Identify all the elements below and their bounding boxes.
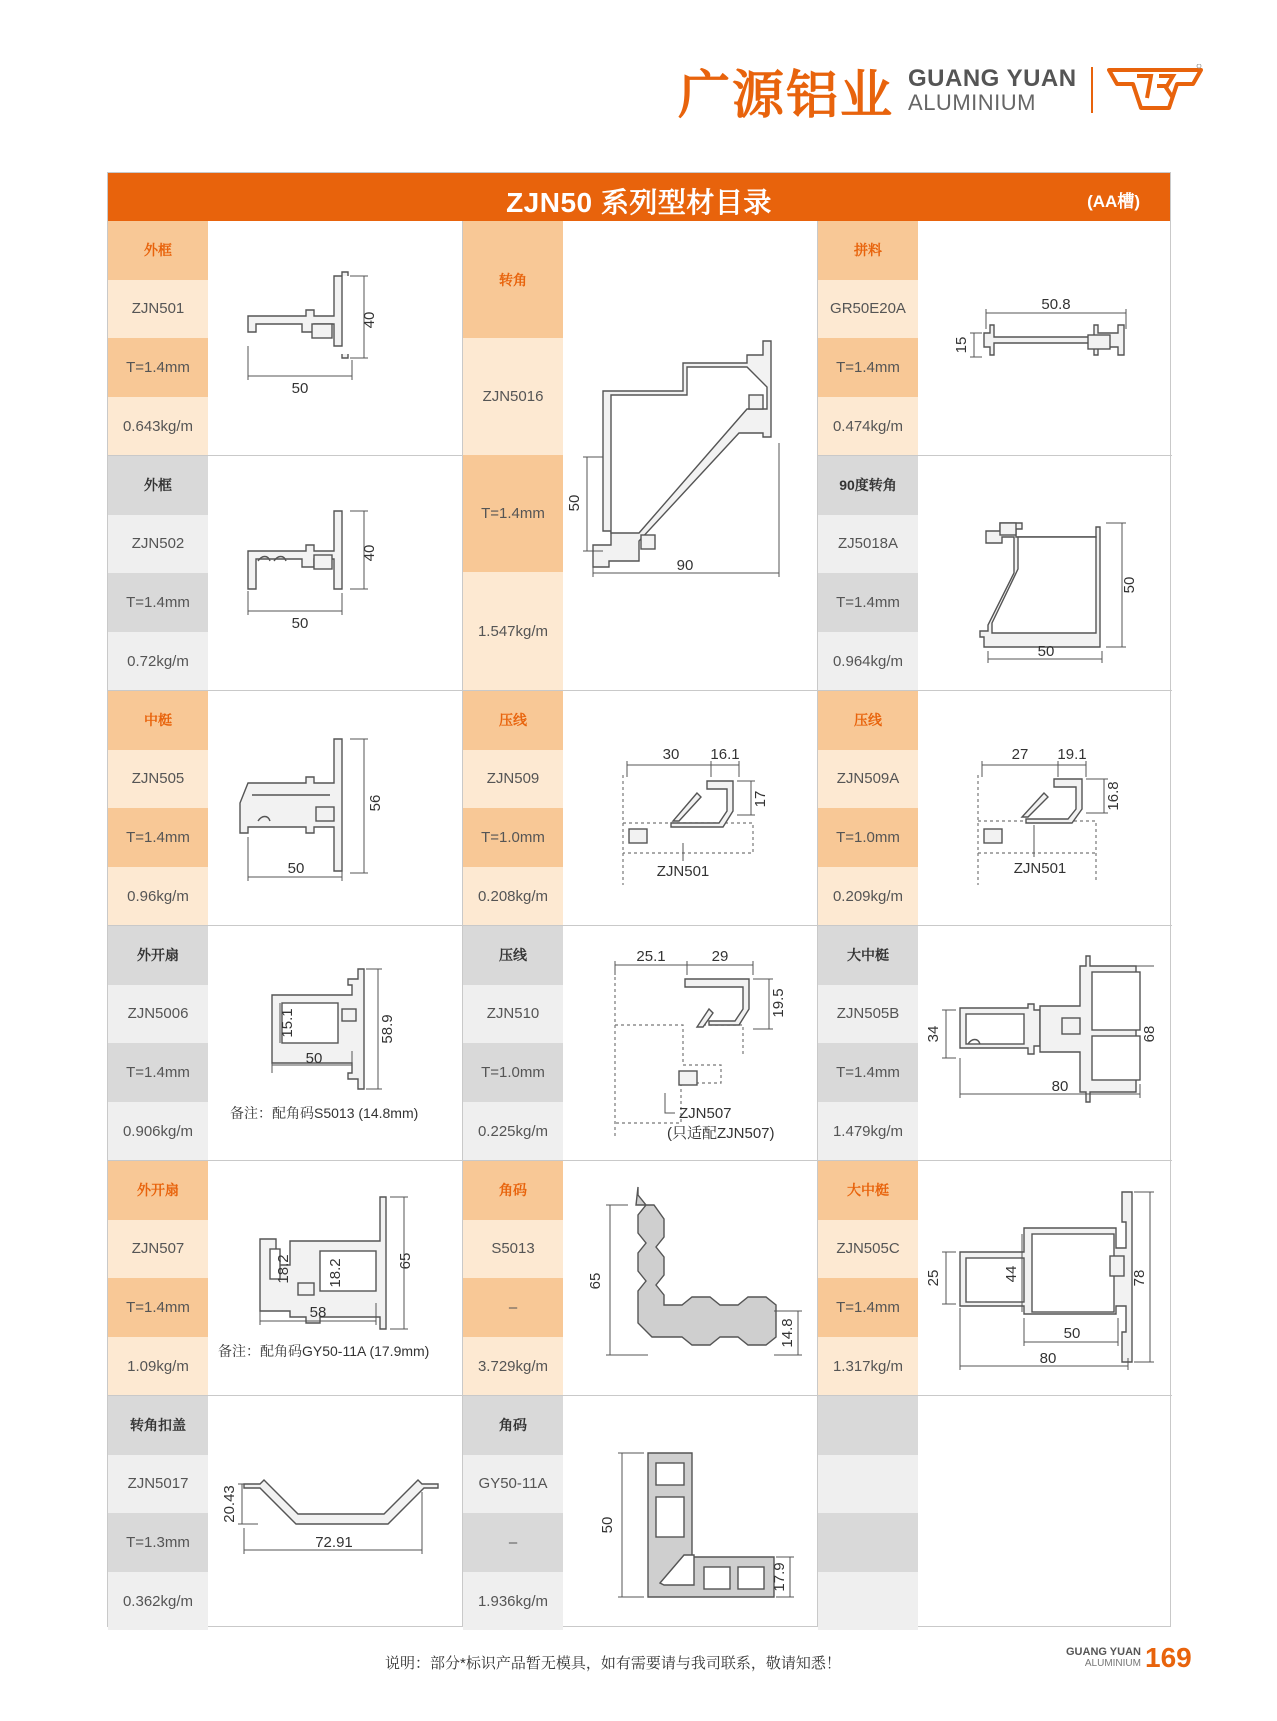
profile-weight: 1.936kg/m xyxy=(463,1572,563,1631)
profile-weight: 0.96kg/m xyxy=(108,867,208,926)
dim-height: 50 xyxy=(566,494,583,512)
profile-thickness: T=1.4mm xyxy=(108,808,208,867)
dim-height: 56 xyxy=(367,794,384,812)
profile-name: 外开扇 xyxy=(108,1161,208,1220)
empty-cell xyxy=(818,1455,918,1514)
dim-height: 17 xyxy=(752,790,769,808)
profile-note: 备注：配角码S5013 (14.8mm) xyxy=(230,1105,419,1121)
brand-en-line1: GUANG YUAN xyxy=(908,64,1077,92)
dim-left-height: 25 xyxy=(925,1269,942,1287)
profile-name: 中梃 xyxy=(108,691,208,750)
profile-thickness: T=1.4mm xyxy=(108,1278,208,1337)
profile-weight: 1.547kg/m xyxy=(463,572,563,690)
profile-name: 大中梃 xyxy=(818,926,918,985)
dim-height: 20.43 xyxy=(221,1485,238,1523)
profile-code: ZJN509A xyxy=(818,750,918,809)
profile-drawing-gy50-11a xyxy=(598,1433,798,1603)
profile-drawing-zjn507 xyxy=(248,1191,418,1341)
profile-weight: 3.729kg/m xyxy=(463,1337,563,1396)
profile-info-gy50-11a xyxy=(463,1396,563,1630)
dim-height: 65 xyxy=(397,1252,414,1270)
profile-note: 备注：配角码GY50-11A (17.9mm) xyxy=(218,1343,430,1359)
catalog-title-bar xyxy=(108,173,1170,221)
profile-code: ZJN507 xyxy=(108,1220,208,1279)
profile-weight: 1.317kg/m xyxy=(818,1337,918,1396)
profile-thickness: T=1.4mm xyxy=(108,1043,208,1102)
profile-info-s5013 xyxy=(463,1161,563,1395)
profile-thickness: T=1.0mm xyxy=(818,808,918,867)
profile-drawing-gr50e20a xyxy=(953,293,1148,393)
dim-a: 25.1 xyxy=(636,948,666,965)
profile-weight: 0.208kg/m xyxy=(463,867,563,926)
profile-drawing-zjn5006 xyxy=(258,961,408,1101)
profile-info-zjn507 xyxy=(108,1161,208,1395)
profile-code: ZJ5018A xyxy=(818,515,918,574)
footer-brand xyxy=(1066,1647,1141,1669)
footer-brand-line1: GUANG YUAN xyxy=(1066,1646,1141,1658)
dim-width: 50 xyxy=(1037,643,1055,660)
profile-thickness: T=1.0mm xyxy=(463,1043,563,1102)
profile-info-zjn510 xyxy=(463,926,563,1160)
profile-drawing-zjn5016 xyxy=(566,333,803,583)
dim-height: 16.8 xyxy=(1105,781,1122,811)
profile-name: 拼料 xyxy=(818,221,918,280)
profile-info-zjn505b xyxy=(818,926,918,1160)
profile-thickness: – xyxy=(463,1278,563,1337)
profile-code: ZJN505B xyxy=(818,985,918,1044)
dim-height: 40 xyxy=(361,311,378,329)
footer-brand-line2: ALUMINIUM xyxy=(1084,1657,1141,1669)
profile-drawing-zjn509a xyxy=(968,733,1138,883)
profile-code: S5013 xyxy=(463,1220,563,1279)
profile-info-zj5018a xyxy=(818,456,918,690)
profile-info-zjn509a xyxy=(818,691,918,925)
profile-info-zjn5006 xyxy=(108,926,208,1160)
profile-code: ZJN510 xyxy=(463,985,563,1044)
dim-width: 50 xyxy=(305,1050,323,1067)
dim-height: 40 xyxy=(361,544,378,562)
profile-info-zjn5017 xyxy=(108,1396,208,1630)
profile-code: ZJN509 xyxy=(463,750,563,809)
dim-width: 50 xyxy=(287,860,305,877)
profile-drawing-s5013 xyxy=(588,1191,808,1361)
profile-info-zjn501 xyxy=(108,221,208,455)
profile-thickness: T=1.4mm xyxy=(818,1043,918,1102)
profile-code: GR50E20A xyxy=(818,280,918,339)
dim-width: 90 xyxy=(676,557,694,574)
profile-thickness: T=1.3mm xyxy=(108,1513,208,1572)
profile-drawing-zjn5017 xyxy=(221,1468,428,1563)
profile-code: ZJN5006 xyxy=(108,985,208,1044)
empty-cell xyxy=(818,1513,918,1572)
profile-name: 外框 xyxy=(108,456,208,515)
footer-note: 说明：部分*标识产品暂无模具，如有需要请与我司联系，敬请知悉！ xyxy=(385,1655,841,1672)
reference-profile: ZJN501 xyxy=(656,863,710,880)
dim-height: 50 xyxy=(1121,576,1138,594)
profile-name: 外框 xyxy=(108,221,208,280)
dim-height: 58.9 xyxy=(379,1014,396,1044)
brand-en-line2: ALUMINIUM xyxy=(908,90,1036,116)
brand-name-en xyxy=(908,66,1077,114)
catalog-subtitle: (AA槽) xyxy=(1087,192,1140,211)
reference-profile: ZJN507 xyxy=(679,1105,732,1122)
dim-inner-height: 44 xyxy=(1003,1265,1020,1283)
profile-info-gr50e20a xyxy=(818,221,918,455)
profile-name: 角码 xyxy=(463,1396,563,1455)
profile-drawing-zjn505 xyxy=(238,733,388,883)
profile-code: ZJN505 xyxy=(108,750,208,809)
dim-height: 15 xyxy=(953,336,970,354)
profile-weight: 0.362kg/m xyxy=(108,1572,208,1631)
profile-weight: 0.225kg/m xyxy=(463,1102,563,1161)
dim-inner: 34 xyxy=(925,1025,942,1043)
profile-name: 压线 xyxy=(818,691,918,750)
profile-name: 转角扣盖 xyxy=(108,1396,208,1455)
profile-info-zjn5016 xyxy=(463,221,563,690)
profile-info-zjn505c xyxy=(818,1161,918,1395)
dim-width: 80 xyxy=(1039,1350,1057,1367)
profile-weight: 1.479kg/m xyxy=(818,1102,918,1161)
dim-height: 65 xyxy=(587,1272,604,1290)
profile-drawing-zjn502 xyxy=(238,503,378,633)
profile-drawing-zjn505b xyxy=(925,948,1158,1133)
profile-name: 压线 xyxy=(463,926,563,985)
profile-name: 90度转角 xyxy=(818,456,918,515)
profile-weight: 1.09kg/m xyxy=(108,1337,208,1396)
dim-width: 50.8 xyxy=(1041,296,1071,313)
profile-weight: 0.474kg/m xyxy=(818,397,918,456)
profile-name: 角码 xyxy=(463,1161,563,1220)
profile-thickness: T=1.4mm xyxy=(818,1278,918,1337)
profile-code: ZJN5017 xyxy=(108,1455,208,1514)
profile-weight: 0.209kg/m xyxy=(818,867,918,926)
profile-code: GY50-11A xyxy=(463,1455,563,1514)
empty-info-column xyxy=(818,1396,918,1630)
profile-thickness: T=1.4mm xyxy=(818,573,918,632)
profile-code: ZJN501 xyxy=(108,280,208,339)
dim-b: 29 xyxy=(711,948,729,965)
profile-thickness: T=1.4mm xyxy=(818,338,918,397)
dim-height: 68 xyxy=(1141,1025,1158,1043)
dim-height: 19.5 xyxy=(770,988,787,1018)
dim-inner-right: 18.2 xyxy=(327,1258,344,1288)
dim-a: 27 xyxy=(1011,746,1029,763)
dim-inner-left: 18.2 xyxy=(275,1254,292,1284)
reference-note: (只适配ZJN507) xyxy=(667,1125,775,1142)
dim-b: 19.1 xyxy=(1057,746,1087,763)
profile-drawing-zjn509 xyxy=(613,733,783,883)
reference-profile: ZJN501 xyxy=(1013,860,1067,877)
profile-weight: 0.643kg/m xyxy=(108,397,208,456)
dim-width: 50 xyxy=(291,380,309,397)
dim-thickness: 14.8 xyxy=(779,1318,796,1348)
dim-b: 16.1 xyxy=(710,746,740,763)
dim-width: 72.91 xyxy=(315,1534,353,1551)
profile-thickness: T=1.4mm xyxy=(463,455,563,572)
profile-thickness: T=1.0mm xyxy=(463,808,563,867)
profile-drawing-zjn501 xyxy=(238,268,378,398)
brand-separator xyxy=(1091,67,1093,113)
catalog-title: ZJN50 系列型材目录 xyxy=(506,187,772,218)
profile-weight: 0.964kg/m xyxy=(818,632,918,691)
profile-code: ZJN505C xyxy=(818,1220,918,1279)
empty-cell xyxy=(818,1572,918,1631)
profile-code: ZJN5016 xyxy=(463,338,563,455)
profile-name: 压线 xyxy=(463,691,563,750)
profile-thickness: – xyxy=(463,1513,563,1572)
dim-inner: 15.1 xyxy=(279,1008,296,1038)
profile-info-zjn509 xyxy=(463,691,563,925)
profile-name: 大中梃 xyxy=(818,1161,918,1220)
dim-inner-width: 50 xyxy=(1063,1325,1081,1342)
profile-name: 转角 xyxy=(463,221,563,338)
profile-drawing-zjn505c xyxy=(925,1178,1148,1378)
brand-name-cn: 广源铝业 xyxy=(678,65,895,126)
profile-name: 外开扇 xyxy=(108,926,208,985)
profile-thickness: T=1.4mm xyxy=(108,338,208,397)
page-number: 169 xyxy=(1145,1642,1192,1673)
brand-header xyxy=(678,58,1203,126)
dim-thickness: 17.9 xyxy=(771,1562,788,1592)
profile-code: ZJN502 xyxy=(108,515,208,574)
dim-width: 50 xyxy=(291,615,309,632)
profile-weight: 0.906kg/m xyxy=(108,1102,208,1161)
gy-logo-icon xyxy=(1107,64,1203,116)
profile-weight: 0.72kg/m xyxy=(108,632,208,691)
profile-drawing-zjn510 xyxy=(603,943,803,1143)
empty-cell xyxy=(818,1396,918,1455)
catalog-table xyxy=(107,172,1171,1627)
dim-height: 78 xyxy=(1131,1269,1148,1287)
profile-drawing-zj5018a xyxy=(958,493,1148,663)
dim-width: 80 xyxy=(1051,1078,1069,1095)
profile-thickness: T=1.4mm xyxy=(108,573,208,632)
profile-info-zjn502 xyxy=(108,456,208,690)
dim-height: 50 xyxy=(599,1516,616,1534)
profile-info-zjn505 xyxy=(108,691,208,925)
dim-width: 58 xyxy=(309,1304,327,1321)
dim-a: 30 xyxy=(662,746,680,763)
